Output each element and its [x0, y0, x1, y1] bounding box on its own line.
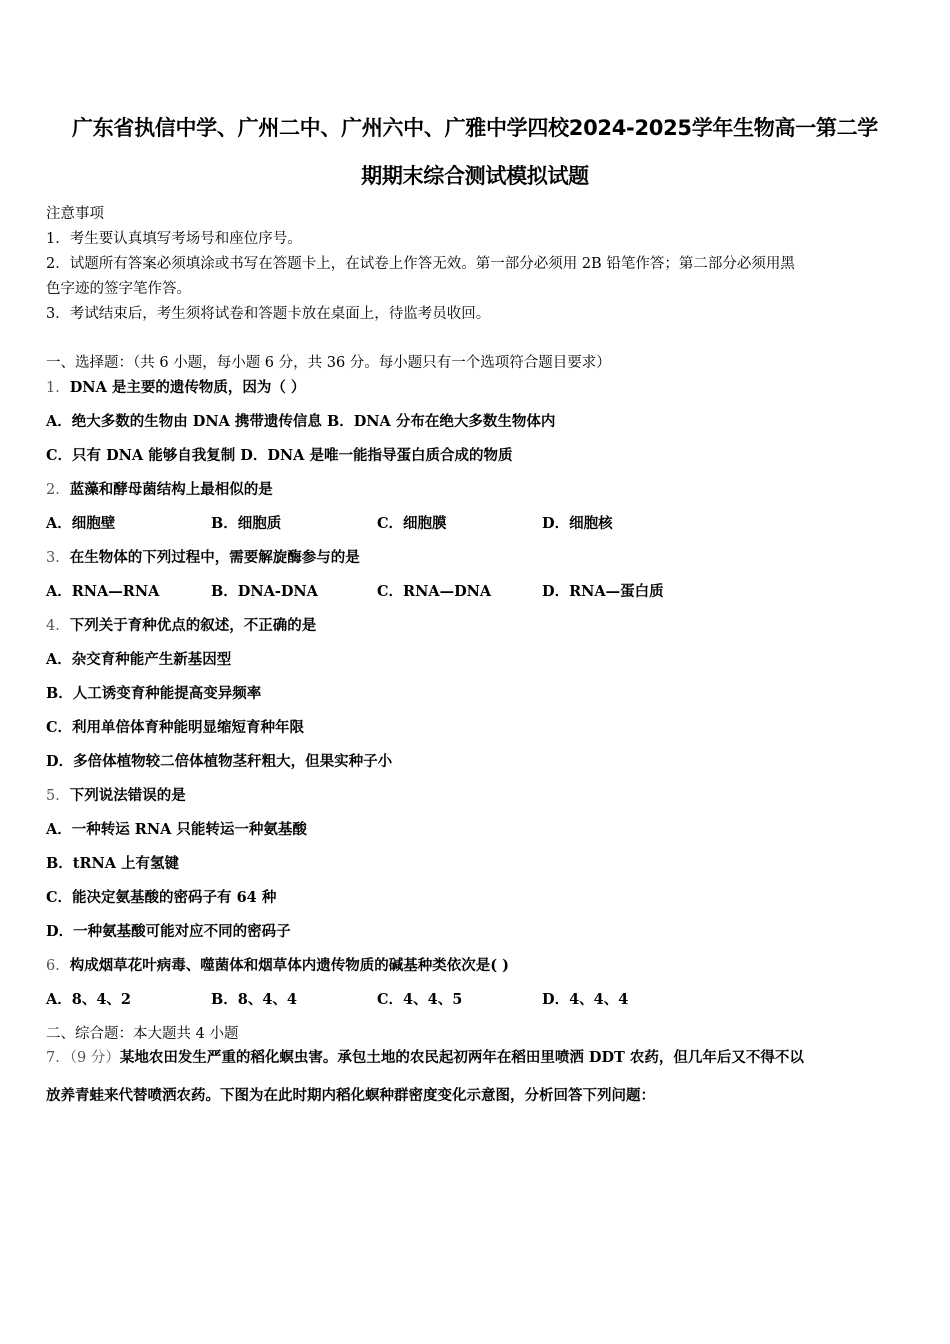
option-d: D．4、4、4 — [542, 991, 629, 1008]
question-4 — [46, 614, 316, 635]
title-line-2: 期期末综合测试模拟试题 — [361, 164, 589, 188]
option-c: C．RNA—DNA — [377, 583, 492, 600]
question-stem: 某地农田发生严重的稻化螟虫害。承包土地的农民起初两年在稻田里喷洒 DDT 农药，但几年后又不得不以 — [119, 1049, 804, 1066]
section-2-heading: 二、综合题：本大题共 4 小题 — [46, 1026, 239, 1042]
option-a: A．RNA—RNA — [46, 583, 160, 600]
notice-item: 2．试题所有答案必须填涂或书写在答题卡上，在试卷上作答无效。第一部分必须用 2B 铅笔作答；第二部分必须用黑 — [46, 256, 795, 272]
question-number: 6． — [46, 958, 70, 974]
option-b: B．DNA-DNA — [211, 583, 318, 600]
option-line: A．绝大多数的生物由 DNA 携带遗传信息 B．DNA 分布在绝大多数生物体内 — [46, 413, 556, 430]
option-c: C．细胞膜 — [377, 515, 447, 532]
question-stem: 在生物体的下列过程中，需要解旋酶参与的是 — [69, 549, 360, 566]
question-7 — [46, 1046, 804, 1067]
option-d: D．细胞核 — [542, 515, 613, 532]
option-line: A．一种转运 RNA 只能转运一种氨基酸 — [46, 821, 307, 838]
question-5 — [46, 784, 186, 805]
notice-item: 3．考试结束后，考生须将试卷和答题卡放在桌面上，待监考员收回。 — [46, 306, 491, 322]
title-line-1: 广东省执信中学、广州二中、广州六中、广雅中学四校2024-2025学年生物高一第二学 — [71, 116, 878, 140]
question-3 — [46, 546, 360, 567]
question-score: （9 分） — [69, 1050, 120, 1066]
question-stem-continued: 放养青蛙来代替喷洒农药。下图为在此时期内稻化螟种群密度变化示意图，分析回答下列问题： — [46, 1087, 655, 1104]
option-line: B．人工诱变育种能提高变异频率 — [46, 685, 262, 702]
question-number: 7． — [46, 1050, 70, 1066]
option-c: C．4、4、5 — [377, 991, 463, 1008]
question-stem: 下列关于育种优点的叙述，不正确的是 — [69, 617, 317, 634]
question-number: 2． — [46, 482, 70, 498]
question-6 — [46, 954, 509, 975]
notice-item: 色字迹的签字笔作答。 — [46, 281, 191, 297]
option-b: B．8、4、4 — [211, 991, 298, 1008]
option-b: B．细胞质 — [211, 515, 282, 532]
section-1-heading: 一、选择题：（共 6 小题，每小题 6 分，共 36 分。每小题只有一个选项符合题目要求） — [46, 355, 611, 371]
question-stem: 构成烟草花叶病毒、噬菌体和烟草体内遗传物质的碱基种类依次是( ) — [69, 957, 510, 974]
option-line: C．利用单倍体育种能明显缩短育种年限 — [46, 719, 305, 736]
question-stem: DNA 是主要的遗传物质，因为（ ） — [69, 379, 306, 396]
option-line: D．多倍体植物较二倍体植物茎秆粗大，但果实种子小 — [46, 753, 393, 770]
question-2 — [46, 478, 273, 499]
option-line: D．一种氨基酸可能对应不同的密码子 — [46, 923, 291, 940]
option-line: C．只有 DNA 能够自我复制 D．DNA 是唯一能指导蛋白质合成的物质 — [46, 447, 513, 464]
question-1 — [46, 376, 305, 397]
option-line: A．杂交育种能产生新基因型 — [46, 651, 232, 668]
option-line: C．能决定氨基酸的密码子有 64 种 — [46, 889, 277, 906]
option-a: A．细胞壁 — [46, 515, 116, 532]
question-number: 5． — [46, 788, 70, 804]
option-d: D．RNA—蛋白质 — [542, 583, 664, 600]
question-stem: 蓝藻和酵母菌结构上最相似的是 — [69, 481, 273, 498]
option-line: B．tRNA 上有氢键 — [46, 855, 180, 872]
option-a: A．8、4、2 — [46, 991, 132, 1008]
notice-item: 1．考生要认真填写考场号和座位序号。 — [46, 231, 302, 247]
question-number: 3． — [46, 550, 70, 566]
question-number: 4． — [46, 618, 70, 634]
question-number: 1． — [46, 380, 70, 396]
notice-heading: 注意事项 — [46, 206, 104, 222]
question-stem: 下列说法错误的是 — [69, 787, 186, 804]
